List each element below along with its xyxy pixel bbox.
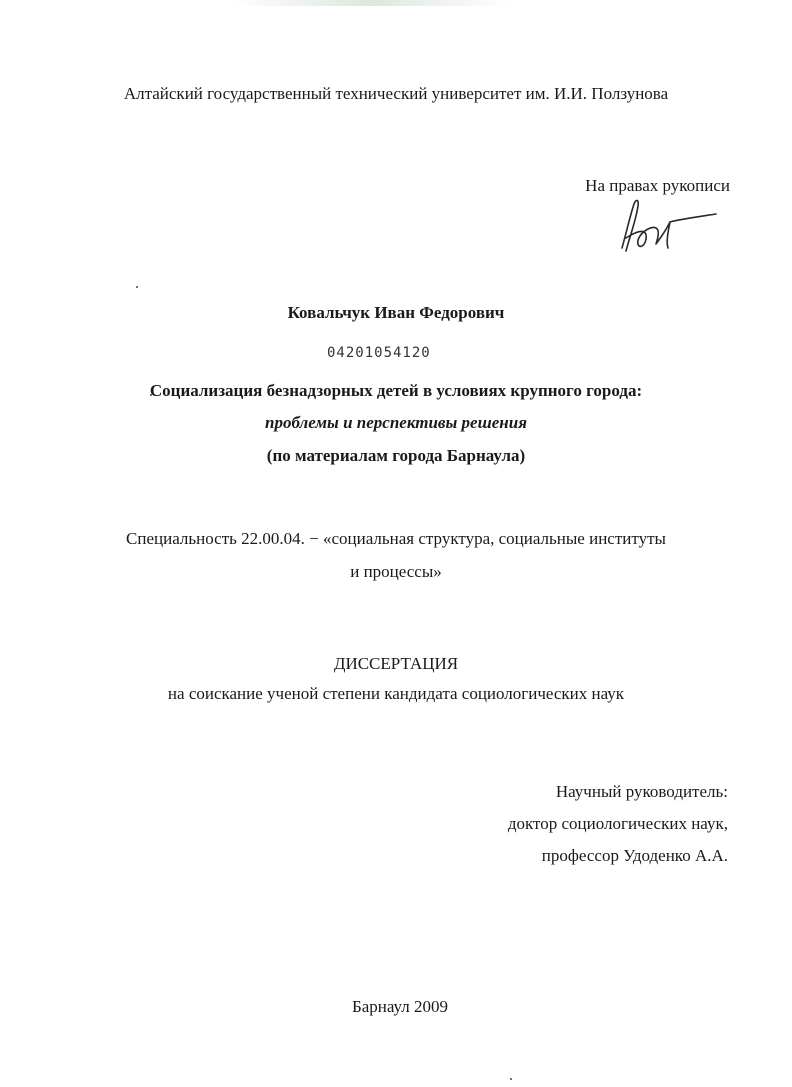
title-line-2: проблемы и перспективы решения <box>265 413 527 432</box>
supervisor-degree: доктор социологических наук, <box>507 814 728 833</box>
signature-icon <box>612 196 722 258</box>
title-line-3: (по материалам города Барнаула) <box>266 446 526 465</box>
scan-speck <box>136 286 138 288</box>
supervisor-heading: Научный руководитель: <box>555 782 728 801</box>
degree-sought: на соискание ученой степени кандидата социологических наук <box>167 684 625 703</box>
supervisor-name: профессор Удоденко А.А. <box>541 846 728 865</box>
specialty-line-2: и процессы» <box>350 562 442 581</box>
scan-smudge <box>230 0 510 6</box>
scan-speck <box>510 1078 512 1080</box>
specialty-line-1: Специальность 22.00.04. − «социальная структура, социальные институты <box>126 529 666 548</box>
city-year: Барнаул 2009 <box>351 997 449 1016</box>
university-name: Алтайский государственный технический университет им. И.И. Ползунова <box>123 84 669 103</box>
manuscript-note: На правах рукописи <box>585 176 730 195</box>
author-name: Ковальчук Иван Федорович <box>287 303 505 322</box>
title-line-1: Социализация безнадзорных детей в условиях крупного города: <box>149 381 643 400</box>
dissertation-label: ДИССЕРТАЦИЯ <box>333 654 459 673</box>
registry-number: 04201054120 <box>327 345 431 361</box>
